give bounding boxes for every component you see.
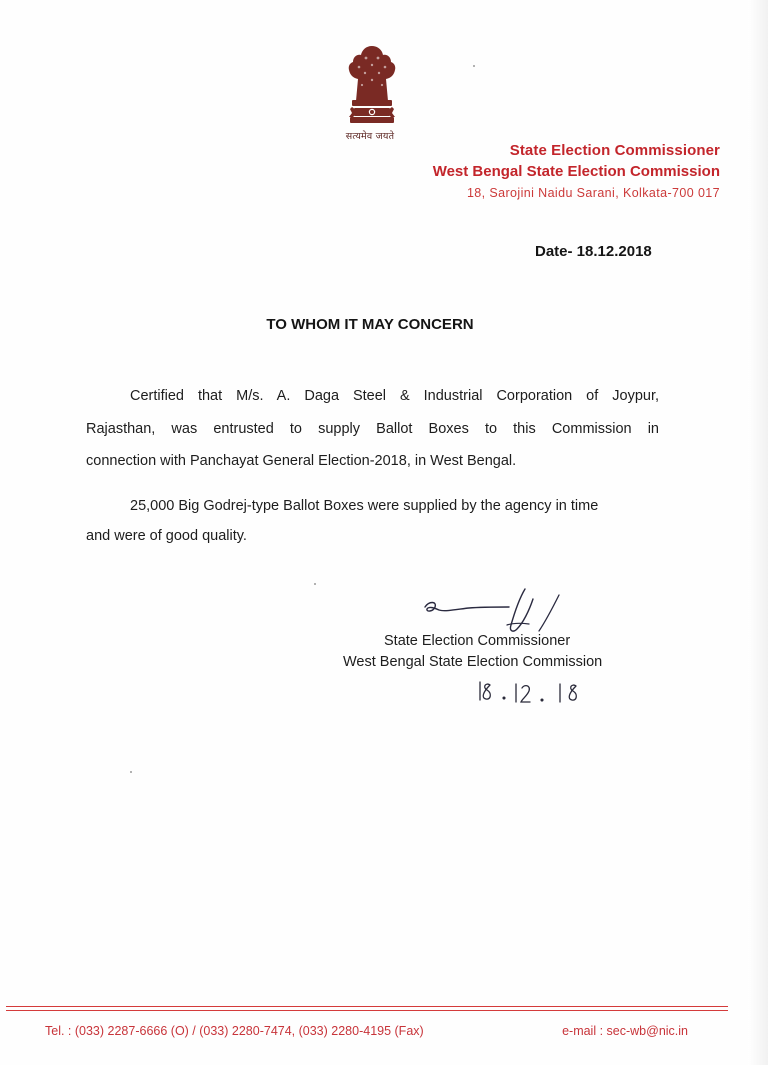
paragraph-line: 25,000 Big Godrej-type Ballot Boxes were supplied by the agency in time (130, 498, 599, 514)
paragraph-line: Certified that M/s. A. Daga Steel & Industrial Corporation of Joypur, (130, 388, 659, 404)
signatory-designation: State Election Commissioner (384, 633, 571, 649)
paragraph-line: connection with Panchayat General Election-2018, in West Bengal. (86, 453, 517, 469)
scan-speck (130, 771, 132, 773)
footer-phone: Tel. : (033) 2287-6666 (O) / (033) 2280-7474, (033) 2280-4195 (Fax) (45, 1024, 424, 1038)
handwritten-date (474, 676, 594, 706)
scan-edge (748, 0, 768, 1065)
paragraph-line: Rajasthan, was entrusted to supply Ballot Boxes to this Commission in (86, 421, 659, 437)
emblem-motto: सत्यमेव जयते (345, 131, 395, 142)
letter-heading: TO WHOM IT MAY CONCERN (266, 316, 474, 333)
footer-rule (6, 1006, 728, 1007)
letter-date: Date- 18.12.2018 (535, 243, 652, 260)
scan-speck (473, 65, 475, 67)
signatory-organization: West Bengal State Election Commission (343, 654, 603, 670)
letterhead-title: State Election Commissioner (509, 142, 720, 159)
letterhead-address: 18, Sarojini Naidu Sarani, Kolkata-700 017 (466, 186, 720, 200)
paragraph-line: and were of good quality. (86, 528, 247, 544)
scan-speck (314, 583, 316, 585)
letterhead-organization: West Bengal State Election Commission (432, 163, 720, 180)
footer-rule (6, 1010, 728, 1011)
footer-email: e-mail : sec-wb@nic.in (562, 1024, 688, 1038)
